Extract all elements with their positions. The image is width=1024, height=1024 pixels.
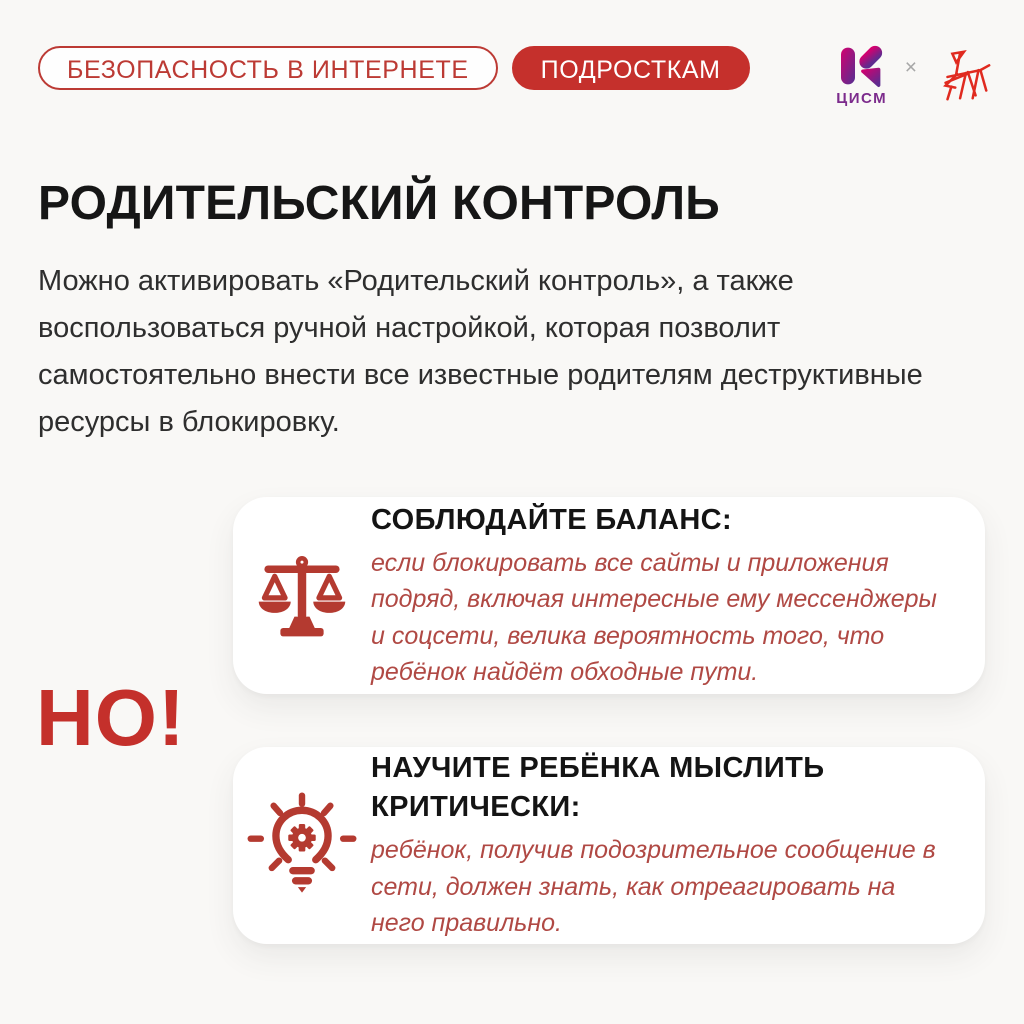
badge-teens	[512, 46, 750, 90]
card-critical-thinking-body: ребёнок, получив подозрительное сообщение в сети, должен знать, как отреагировать на него правильно.	[371, 836, 936, 938]
cism-logo-label: ЦИСМ	[836, 90, 888, 107]
scales-icon	[233, 548, 371, 644]
card-keep-balance-title: СОБЛЮДАЙТЕ БАЛАНС:	[371, 503, 733, 536]
card-keep-balance	[233, 497, 985, 694]
card-critical-thinking	[233, 747, 985, 944]
intro-paragraph: Можно активировать «Родительский контроль», а также воспользоваться ручной настройкой, которая позволит самостоятельно внести все известные родителям деструктивные ресурсы в блокировку.	[38, 265, 923, 438]
badge-teens-label: ПОДРОСТКАМ	[540, 56, 721, 84]
header	[38, 46, 994, 108]
card-keep-balance-content	[371, 497, 985, 695]
cism-logo	[834, 43, 890, 107]
but-label: НО!	[36, 673, 186, 762]
horse-logo-icon	[932, 42, 994, 108]
card-critical-thinking-title: НАУЧИТЕ РЕБЁНКА МЫСЛИТЬ КРИТИЧЕСКИ:	[371, 752, 825, 824]
badge-internet-safety-label: БЕЗОПАСНОСТЬ В ИНТЕРНЕТЕ	[67, 56, 469, 84]
badge-internet-safety	[38, 46, 498, 90]
page-title: РОДИТЕЛЬСКИЙ КОНТРОЛЬ	[38, 177, 720, 230]
card-keep-balance-body: если блокировать все сайты и приложения подряд, включая интересные ему мессенджеры и соцсети, велика вероятность того, что ребёнок найдёт обходные пути.	[371, 548, 937, 686]
topic-badges	[38, 46, 750, 90]
lightbulb-gear-icon	[233, 792, 371, 900]
cism-k-icon	[834, 43, 890, 89]
card-critical-thinking-content	[371, 745, 985, 946]
logo-separator: ×	[904, 56, 917, 79]
partner-logos	[834, 42, 994, 108]
